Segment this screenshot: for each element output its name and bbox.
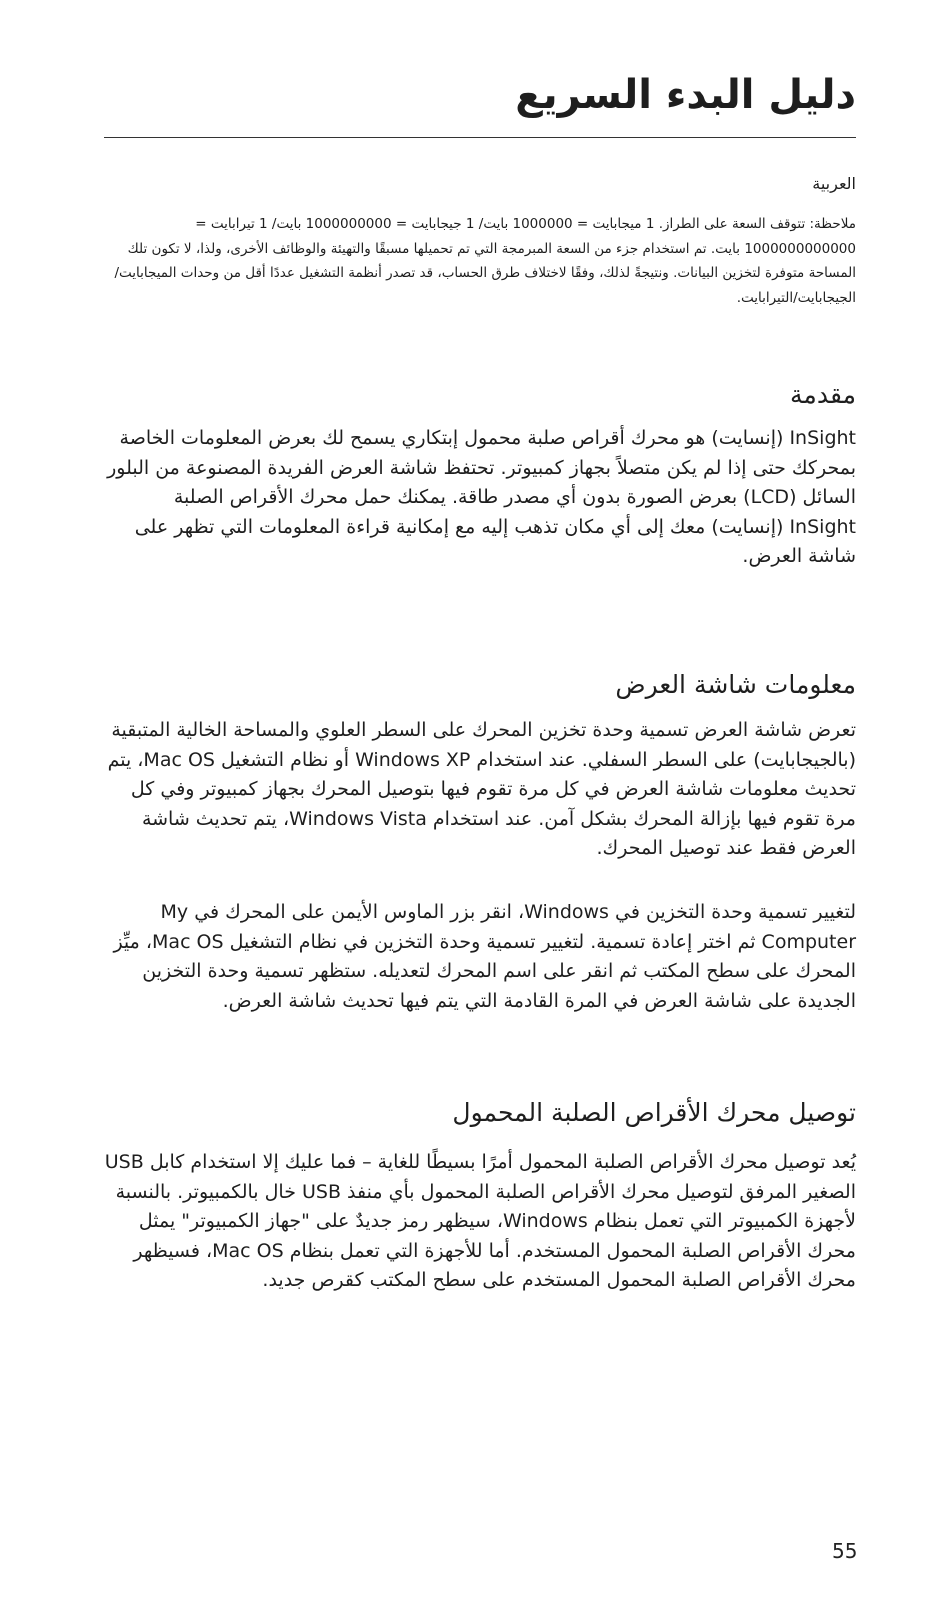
display-info-paragraph-1: تعرض شاشة العرض تسمية وحدة تخزين المحرك على السطر العلوي والمساحة الخالية المتبقية (بالجيجابايت) على السطر السفلي. عند استخدام Windows XP أو نظام التشغيل Mac OS، يتم تحديث معلومات شاشة العرض في كل مرة تقوم فيها بتوصيل المحرك بجهاز كمبيوتر وفي كل مرة تقوم فيها بإزالة المحرك بشكل آمن. عند استخدام Windows Vista، يتم تحديث شاشة العرض فقط عند توصيل المحرك. xyxy=(107,719,856,859)
display-info-paragraph-2: لتغيير تسمية وحدة التخزين في Windows، انقر بزر الماوس الأيمن على المحرك في My Computer ثم اختر إعادة تسمية. لتغيير تسمية وحدة التخزين في نظام التشغيل Mac OS، ميِّز المحرك على سطح المكتب ثم انقر على اسم المحرك لتعديله. ستظهر تسمية وحدة التخزين الجديدة على شاشة العرض في المرة القادمة التي يتم فيها تحديث شاشة العرض. xyxy=(113,901,856,1012)
intro-heading: مقدمة xyxy=(790,380,856,409)
document-title: دليل البدء السريع xyxy=(515,72,856,118)
page-number: 55 xyxy=(832,1539,858,1563)
intro-paragraph: InSight (إنسايت) هو محرك أقراص صلبة محمول إبتكاري يسمح لك بعرض المعلومات الخاصة بمحركك حتى إذا لم يكن متصلاً بجهاز كمبيوتر. تحتفظ شاشة العرض الفريدة المصنوعة من البلور السائل (LCD) بعرض الصورة بدون أي مصدر طاقة. يمكنك حمل محرك الأقراص الصلبة InSight (إنسايت) معك إلى أي مكان تذهب إليه مع إمكانية قراءة المعلومات التي تظهر على شاشة العرض. xyxy=(107,427,856,567)
connect-drive-paragraph: يُعد توصيل محرك الأقراص الصلبة المحمول أمرًا بسيطًا للغاية – فما عليك إلا استخدام كابل USB الصغير المرفق لتوصيل محرك الأقراص الصلبة المحمول بأي منفذ USB خال بالكمبيوتر. بالنسبة لأجهزة الكمبيوتر التي تعمل بنظام Windows، سيظهر رمز جديدٌ على "جهاز الكمبيوتر" يمثل محرك الأقراص الصلبة المحمول المستخدم. أما للأجهزة التي تعمل بنظام Mac OS، فسيظهر محرك الأقراص الصلبة المحمول المستخدم على سطح المكتب كقرص جديد. xyxy=(104,1151,856,1291)
language-label: العربية xyxy=(812,174,856,193)
manual-page xyxy=(104,0,856,1600)
connect-drive-heading: توصيل محرك الأقراص الصلبة المحمول xyxy=(452,1098,856,1127)
display-info-heading: معلومات شاشة العرض xyxy=(615,670,856,699)
capacity-note: ملاحظة: تتوقف السعة على الطراز. 1 ميجابايت = 1000000 بايت/ 1 جيجابايت = 1000000000 بايت/ 1 تيرابايت = 1000000000000 بايت. تم استخدام جزء من السعة المبرمجة التي تم تحميلها مسبقًا والتهيئة والوظائف الأخرى، ولذا، لا تكون تلك المساحة متوفرة لتخزين البيانات. ونتيجةً لذلك، وفقًا لاختلاف طرق الحساب، قد تصدر أنظمة التشغيل عددًا أقل من وحدات الميجابايت/الجيجابايت/التيرابايت. xyxy=(114,216,856,306)
title-divider xyxy=(104,137,856,138)
